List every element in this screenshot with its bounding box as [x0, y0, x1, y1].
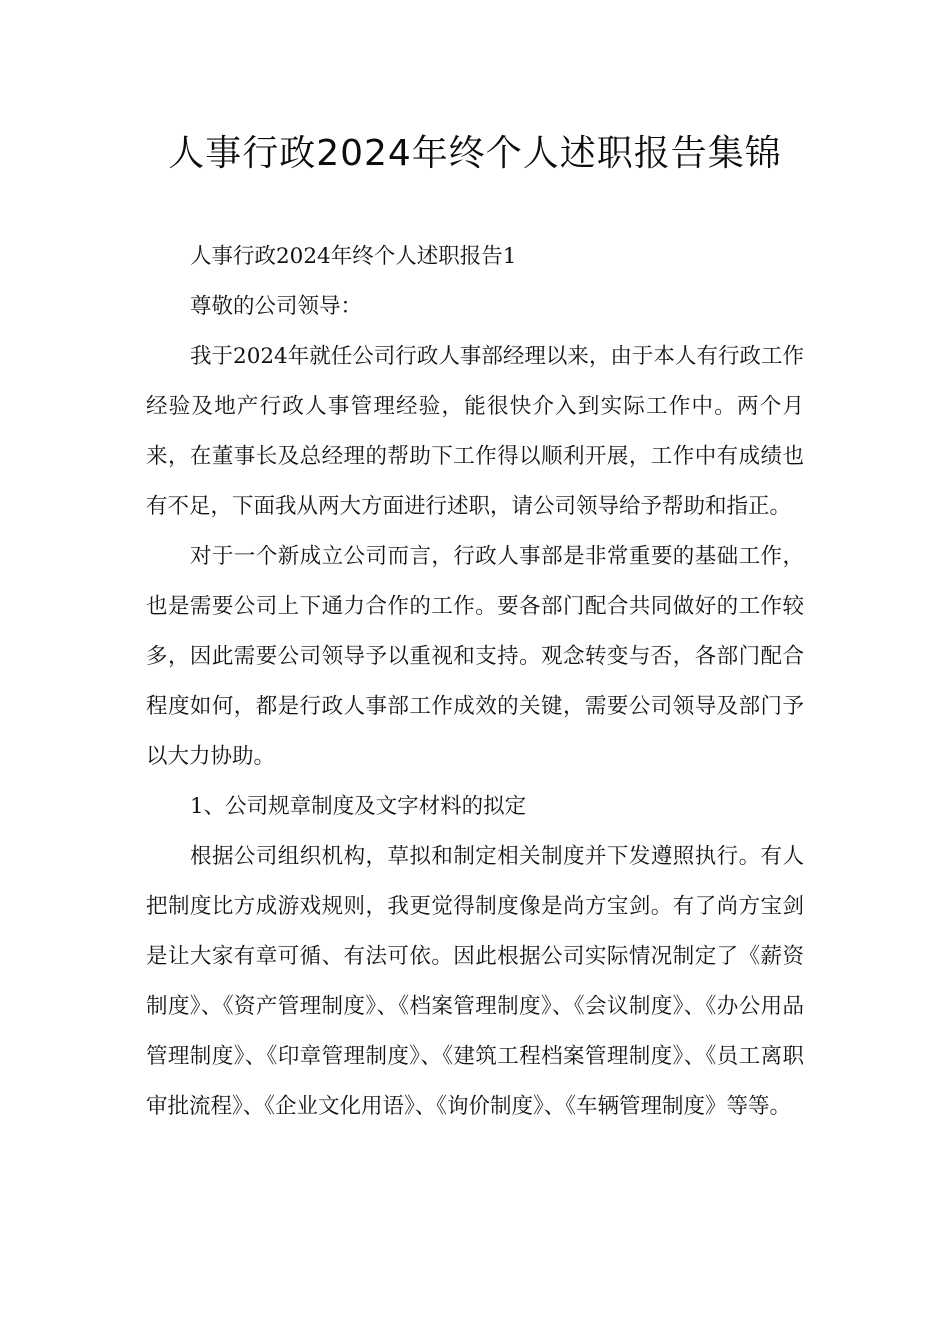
paragraph-regulations: 根据公司组织机构，草拟和制定相关制度并下发遵照执行。有人把制度比方成游戏规则，我更觉得制度像是尚方宝剑。有了尚方宝剑是让大家有章可循、有法可依。因此根据公司实际情况制定了《薪资制度》、《资产管理制度》、《档案管理制度》、《会议制度》、《办公用品管理制度》、《印章管理制度》、《建筑工程档案管理制度》、《员工离职审批流程》、《企业文化用语》、《询价制度》、《车辆管理制度》等等。	[146, 844, 804, 1119]
paragraph-intro: 我于2024年就任公司行政人事部经理以来，由于本人有行政工作经验及地产行政人事管理经验，能很快介入到实际工作中。两个月来，在董事长及总经理的帮助下工作得以顺利开展，工作中有成绩也有不足，下面我从两大方面进行述职，请公司领导给予帮助和指正。	[146, 344, 804, 519]
document-body	[146, 232, 804, 1132]
section-heading-1: 1、公司规章制度及文字材料的拟定	[190, 794, 527, 819]
paragraph-department-role: 对于一个新成立公司而言，行政人事部是非常重要的基础工作，也是需要公司上下通力合作的工作。要各部门配合共同做好的工作较多，因此需要公司领导予以重视和支持。观念转变与否，各部门配合程度如何，都是行政人事部工作成效的关键，需要公司领导及部门予以大力协助。	[146, 544, 804, 769]
document-title: 人事行政2024年终个人述职报告集锦	[168, 133, 782, 174]
salutation: 尊敬的公司领导：	[190, 294, 363, 319]
report-subtitle: 人事行政2024年终个人述职报告1	[190, 244, 517, 269]
